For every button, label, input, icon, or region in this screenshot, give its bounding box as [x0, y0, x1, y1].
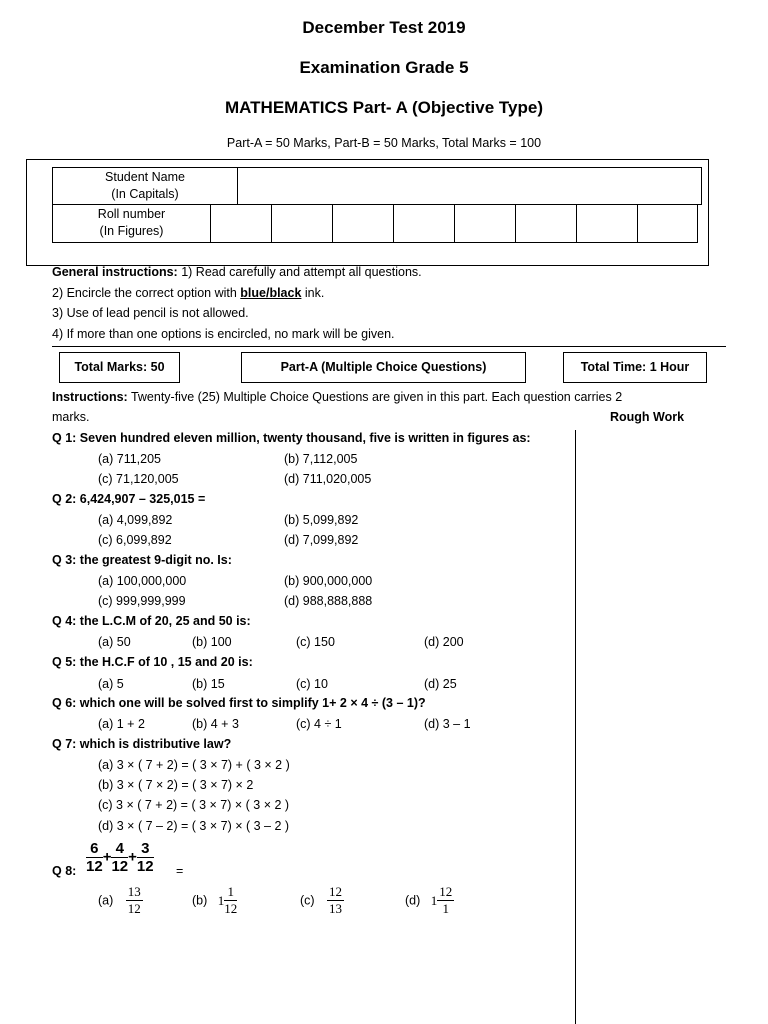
- question-6: Q 6: which one will be solved first to simplify 1+ 2 × 4 ÷ (3 – 1)?: [52, 696, 426, 710]
- q1-option-d[interactable]: (d) 711,020,005: [284, 472, 372, 486]
- divider-line: [52, 346, 726, 347]
- question-8-expression: $\frac{6}{12}$ + $\frac{4}{12}$ + $\frac{3}{12}$: [86, 840, 154, 875]
- q8-option-b[interactable]: (b) 1 $\frac{1}{12}$: [192, 884, 238, 916]
- q8-option-d[interactable]: (d) 1 $\frac{12}{1}$: [405, 884, 453, 916]
- roll-number-label: Roll number (In Figures): [97, 207, 166, 238]
- question-3: Q 3: the greatest 9-digit no. Is:: [52, 553, 232, 567]
- q6-option-b[interactable]: (b) 4 + 3: [192, 717, 239, 731]
- general-instruction-4: 4) If more than one options is encircled, no mark will be given.: [52, 327, 395, 341]
- roll-digit-box[interactable]: [332, 204, 394, 243]
- q4-option-b[interactable]: (b) 100: [192, 635, 232, 649]
- q5-option-a[interactable]: (a) 5: [98, 677, 124, 691]
- roll-digit-box[interactable]: [210, 204, 272, 243]
- q7-option-b[interactable]: (b) 3 × ( 7 × 2) = ( 3 × 7) × 2: [98, 778, 254, 792]
- q3-option-c[interactable]: (c) 999,999,999: [98, 594, 186, 608]
- marks-summary: Part-A = 50 Marks, Part-B = 50 Marks, Total Marks = 100: [226, 136, 542, 150]
- question-7: Q 7: which is distributive law?: [52, 737, 232, 751]
- roll-digit-box[interactable]: [393, 204, 455, 243]
- instructions-line-2: marks.: [52, 410, 90, 424]
- total-time-box: Total Time: 1 Hour: [563, 352, 707, 383]
- q2-option-a[interactable]: (a) 4,099,892: [98, 513, 173, 527]
- roll-digit-box[interactable]: [454, 204, 516, 243]
- test-title: December Test 2019: [302, 18, 466, 37]
- q5-option-c[interactable]: (c) 10: [296, 677, 328, 691]
- fraction-1: $\frac{6}{12}$: [86, 840, 103, 875]
- q8-option-a[interactable]: (a) $\frac{13}{12}$: [98, 884, 141, 916]
- q3-option-d[interactable]: (d) 988,888,888: [284, 594, 373, 608]
- fraction-2: $\frac{4}{12}$: [111, 840, 129, 875]
- q7-option-a[interactable]: (a) 3 × ( 7 + 2) = ( 3 × 7) + ( 3 × 2 ): [98, 758, 290, 772]
- question-2: Q 2: 6,424,907 – 325,015 =: [52, 492, 206, 506]
- general-instruction-1: General instructions: 1) Read carefully and attempt all questions.: [52, 265, 422, 279]
- question-4: Q 4: the L.C.M of 20, 25 and 50 is:: [52, 614, 251, 628]
- part-box: Part-A (Multiple Choice Questions): [241, 352, 526, 383]
- roll-digit-box[interactable]: [271, 204, 333, 243]
- q8-option-c[interactable]: (c) $\frac{12}{13}$: [300, 884, 343, 916]
- question-1: Q 1: Seven hundred eleven million, twenty thousand, five is written in figures as:: [52, 431, 531, 445]
- general-instruction-3: 3) Use of lead pencil is not allowed.: [52, 306, 249, 320]
- exam-title: Examination Grade 5: [299, 58, 469, 77]
- q1-option-a[interactable]: (a) 711,205: [98, 452, 162, 466]
- total-marks-box: Total Marks: 50: [59, 352, 180, 383]
- q7-option-c[interactable]: (c) 3 × ( 7 + 2) = ( 3 × 7) × ( 3 × 2 ): [98, 798, 290, 812]
- general-instruction-2: 2) Encircle the correct option with blue/black ink.: [52, 286, 325, 300]
- q4-option-d[interactable]: (d) 200: [424, 635, 464, 649]
- q1-option-c[interactable]: (c) 71,120,005: [98, 472, 179, 486]
- q6-option-c[interactable]: (c) 4 ÷ 1: [296, 717, 342, 731]
- q2-option-c[interactable]: (c) 6,099,892: [98, 533, 172, 547]
- q2-option-b[interactable]: (b) 5,099,892: [284, 513, 359, 527]
- question-8-label: Q 8:: [52, 864, 77, 878]
- q7-option-d[interactable]: (d) 3 × ( 7 – 2) = ( 3 × 7) × ( 3 – 2 ): [98, 819, 290, 833]
- q8-equals: =: [176, 864, 184, 878]
- q3-option-b[interactable]: (b) 900,000,000: [284, 574, 373, 588]
- roll-digit-box[interactable]: [637, 204, 698, 243]
- q5-option-b[interactable]: (b) 15: [192, 677, 225, 691]
- roll-digit-box[interactable]: [515, 204, 577, 243]
- q4-option-c[interactable]: (c) 150: [296, 635, 335, 649]
- question-5: Q 5: the H.C.F of 10 , 15 and 20 is:: [52, 655, 253, 669]
- rough-work-divider: [575, 430, 576, 1024]
- student-name-label: Student Name (In Capitals): [105, 170, 185, 201]
- roll-digit-box[interactable]: [576, 204, 638, 243]
- q1-option-b[interactable]: (b) 7,112,005: [284, 452, 358, 466]
- student-name-field[interactable]: [237, 167, 702, 205]
- fraction-3: $\frac{3}{12}$: [136, 840, 154, 875]
- q6-option-a[interactable]: (a) 1 + 2: [98, 717, 145, 731]
- q4-option-a[interactable]: (a) 50: [98, 635, 131, 649]
- q5-option-d[interactable]: (d) 25: [424, 677, 457, 691]
- subject-title: MATHEMATICS Part- A (Objective Type): [225, 98, 543, 117]
- rough-work-label: Rough Work: [610, 410, 685, 424]
- instructions-line-1: Instructions: Twenty-five (25) Multiple Choice Questions are given in this part. Each question carries 2: [52, 390, 623, 404]
- q6-option-d[interactable]: (d) 3 – 1: [424, 717, 471, 731]
- q3-option-a[interactable]: (a) 100,000,000: [98, 574, 187, 588]
- q2-option-d[interactable]: (d) 7,099,892: [284, 533, 359, 547]
